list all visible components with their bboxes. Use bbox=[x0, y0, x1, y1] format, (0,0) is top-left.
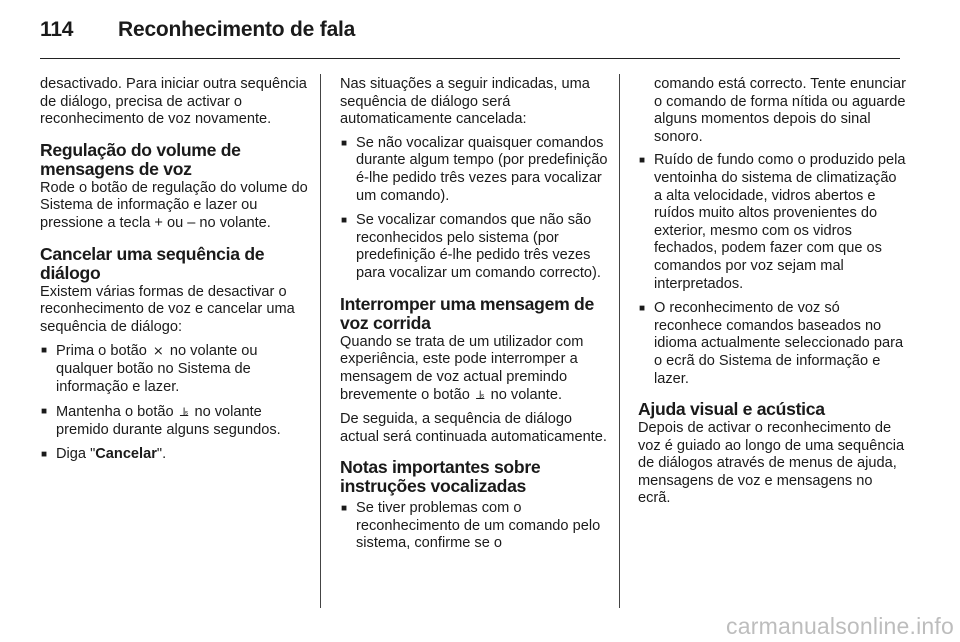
section-heading: Ajuda visual e acústica bbox=[638, 399, 825, 420]
paragraph: Quando se trata de um utilizador com experiência, este pode interromper a mensagem de voz actual premindo brevemente o botão ⫡ no volante. bbox=[340, 333, 584, 404]
paragraph: comando está correcto. Tente enunciar o comando de forma nítida ou aguarde alguns momentos depois do sinal sonoro. bbox=[654, 76, 907, 145]
paragraph: Existem várias formas de desactivar o reconhecimento de voz e cancelar uma sequência de diálogo: bbox=[40, 283, 295, 335]
column-divider bbox=[320, 74, 321, 608]
header-rule bbox=[40, 58, 900, 59]
page-title: Reconhecimento de fala bbox=[118, 18, 356, 41]
watermark: carmanualsonline.info bbox=[726, 613, 954, 639]
page-header bbox=[40, 18, 355, 42]
section-heading: Interromper uma mensagem de voz corrida bbox=[340, 293, 594, 333]
column-divider bbox=[619, 74, 620, 608]
list-item: ■ Ruído de fundo como o produzido pela ventoinha do sistema de climatização a alta velocidade, vidros abertos e ruídos muito altos provenientes do exterior, mesmo com os vidros fechados, podem fazer com que os comandos por voz sejam mal interpretados. bbox=[638, 152, 908, 293]
paragraph: De seguida, a sequência de diálogo actual será continuada automaticamente. bbox=[340, 410, 607, 445]
paragraph: Depois de activar o reconhecimento de voz é guiado ao longo de uma sequência de diálogos através de menus de ajuda, mensagens de voz e mensagens no ecrã. bbox=[638, 420, 905, 507]
voice-command-icon: ⫡ bbox=[475, 387, 485, 403]
bullet-list bbox=[40, 342, 308, 464]
section-heading: Notas importantes sobre instruções vocalizadas bbox=[340, 457, 541, 497]
section-heading: Cancelar uma sequência de diálogo bbox=[40, 243, 265, 283]
voice-command-icon: ⫡ bbox=[179, 404, 189, 420]
list-item: ■ Prima o botão ⨯ no volante ou qualquer botão no Sistema de informação e lazer. bbox=[40, 342, 308, 396]
bullet-list bbox=[340, 135, 608, 283]
list-item: ■ Se vocalizar comandos que não são reconhecidos pelo sistema (por predefinição é-lhe pedido três vezes para vocalizar um comando correcto). bbox=[340, 212, 608, 282]
column-2 bbox=[340, 76, 608, 560]
bullet-list bbox=[340, 500, 608, 553]
paragraph: desactivado. Para iniciar outra sequência de diálogo, precisa de activar o reconhecimento de voz novamente. bbox=[40, 76, 307, 128]
list-item: ■ Mantenha o botão ⫡ no volante premido durante alguns segundos. bbox=[40, 403, 308, 439]
column-1 bbox=[40, 76, 308, 471]
bullet-list bbox=[638, 152, 908, 388]
column-3 bbox=[638, 76, 908, 514]
page-number: 114 bbox=[40, 18, 74, 41]
list-item: ■ Diga "Cancelar". bbox=[40, 446, 308, 464]
paragraph: Nas situações a seguir indicadas, uma sequência de diálogo será automaticamente cancelada: bbox=[340, 76, 590, 128]
paragraph: Rode o botão de regulação do volume do Sistema de informação e lazer ou pressione a tecla + ou – no volante. bbox=[40, 179, 308, 231]
list-item: ■ Se tiver problemas com o reconhecimento de um comando pelo sistema, confirme se o bbox=[340, 500, 608, 553]
list-item: ■ Se não vocalizar quaisquer comandos durante algum tempo (por predefinição é-lhe pedido três vezes para vocalizar um comando). bbox=[340, 135, 608, 205]
section-heading: Regulação do volume de mensagens de voz bbox=[40, 139, 241, 179]
mute-phone-icon: ⨯ bbox=[152, 343, 164, 359]
list-item: ■ O reconhecimento de voz só reconhece comandos baseados no idioma actualmente seleccionado para o ecrã do Sistema de informação e lazer. bbox=[638, 300, 908, 388]
